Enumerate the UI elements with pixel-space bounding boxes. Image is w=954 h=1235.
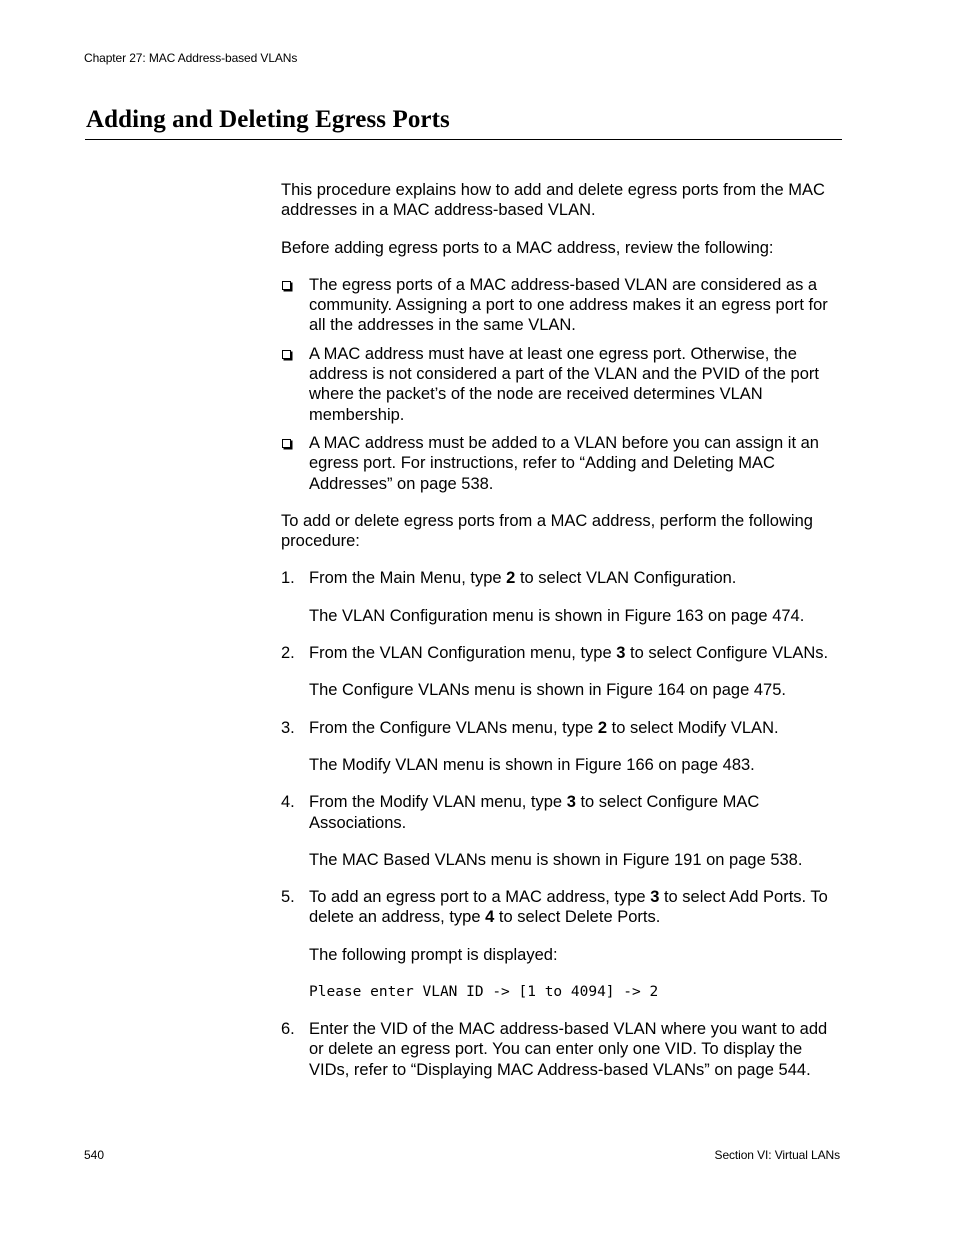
step-instruction: From the Modify VLAN menu, type 3 to select Configure MAC Associations. bbox=[309, 793, 760, 832]
step-note: The VLAN Configuration menu is shown in Figure 163 on page 474. bbox=[309, 606, 805, 625]
menu-key: 3 bbox=[616, 644, 626, 663]
step-instruction: From the Configure VLANs menu, type 2 to select Modify VLAN. bbox=[309, 718, 779, 737]
step-number: 4. bbox=[281, 793, 295, 812]
step-instruction: To add an egress port to a MAC address, type 3 to select Add Ports. To delete an address, type 4 to select Delete Ports. bbox=[309, 888, 828, 927]
command-prompt: Please enter VLAN ID -> [1 to 4094] -> 2 bbox=[309, 984, 659, 1001]
bullet-item bbox=[281, 433, 843, 494]
step-note: The Configure VLANs menu is shown in Figure 164 on page 475. bbox=[309, 681, 786, 700]
page-title: Adding and Deleting Egress Ports bbox=[86, 106, 450, 133]
bullet-item bbox=[281, 344, 843, 425]
step-number: 5. bbox=[281, 888, 295, 907]
page-number: 540 bbox=[84, 1148, 105, 1162]
menu-key: 4 bbox=[485, 908, 495, 927]
step-instruction: Enter the VID of the MAC address-based VLAN where you want to add or delete an egress port. You can enter only one VID. To display the VIDs, refer to “Displaying MAC Address-based VLANs” on page 544. bbox=[309, 1020, 828, 1079]
procedure-step bbox=[281, 1019, 843, 1080]
bullet-text: A MAC address must be added to a VLAN before you can assign it an egress port. For instructions, refer to “Adding and Deleting MAC Addresses” on page 538. bbox=[309, 433, 819, 493]
body-content bbox=[281, 180, 843, 1097]
menu-key: 2 bbox=[506, 569, 516, 588]
bullet-item bbox=[281, 275, 843, 336]
procedure-steps bbox=[281, 568, 843, 1079]
procedure-step bbox=[281, 643, 843, 701]
step-number: 2. bbox=[281, 644, 295, 663]
title-rule bbox=[85, 139, 842, 140]
running-footer-section: Section VI: Virtual LANs bbox=[714, 1148, 840, 1162]
menu-key: 3 bbox=[650, 888, 660, 907]
intro-paragraph: This procedure explains how to add and delete egress ports from the MAC addresses in a MAC address-based VLAN. bbox=[281, 181, 825, 220]
procedure-step bbox=[281, 718, 843, 776]
review-bullet-list bbox=[281, 275, 843, 494]
procedure-lead-paragraph: To add or delete egress ports from a MAC address, perform the following procedure: bbox=[281, 511, 813, 551]
procedure-step bbox=[281, 568, 843, 626]
procedure-step bbox=[281, 792, 843, 870]
step-number: 6. bbox=[281, 1020, 295, 1039]
checkbox-bullet-icon bbox=[282, 439, 291, 448]
step-number: 3. bbox=[281, 718, 295, 737]
step-number: 1. bbox=[281, 569, 295, 588]
bullet-text: The egress ports of a MAC address-based VLAN are considered as a community. Assigning a port to one address makes it an egress port for all the addresses in the same VLAN. bbox=[309, 275, 828, 335]
step-instruction: From the Main Menu, type 2 to select VLAN Configuration. bbox=[309, 569, 737, 588]
menu-key: 2 bbox=[597, 718, 608, 737]
running-header: Chapter 27: MAC Address-based VLANs bbox=[84, 51, 298, 65]
step-note: The following prompt is displayed: bbox=[309, 945, 558, 964]
procedure-step bbox=[281, 887, 843, 1002]
menu-key: 3 bbox=[566, 793, 576, 812]
step-note: The MAC Based VLANs menu is shown in Figure 191 on page 538. bbox=[309, 850, 803, 869]
step-instruction: From the VLAN Configuration menu, type 3 to select Configure VLANs. bbox=[309, 644, 829, 663]
checkbox-bullet-icon bbox=[282, 350, 291, 359]
review-lead-paragraph: Before adding egress ports to a MAC address, review the following: bbox=[281, 238, 774, 257]
checkbox-bullet-icon bbox=[282, 281, 291, 290]
bullet-text: A MAC address must have at least one egress port. Otherwise, the address is not considered a part of the VLAN and the PVID of the port where the packet’s of the node are received determines VLAN membership. bbox=[309, 344, 819, 424]
step-note: The Modify VLAN menu is shown in Figure 166 on page 483. bbox=[309, 755, 755, 774]
